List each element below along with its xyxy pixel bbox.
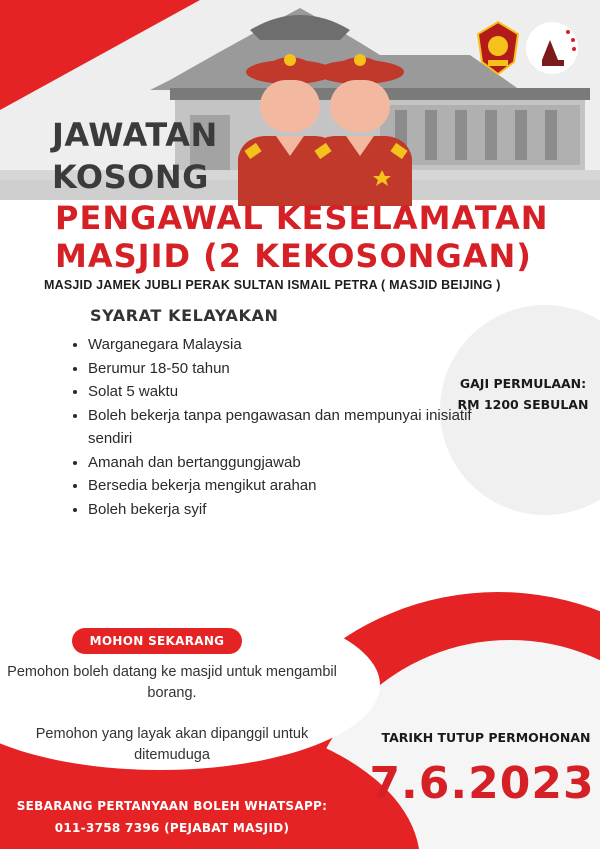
state-crest-icon (474, 20, 522, 80)
corner-accent (0, 0, 200, 110)
requirement-item: • Boleh bekerja syif (88, 498, 488, 522)
mosque-crescent-logo-icon (524, 18, 580, 82)
contact-label: SEBARANG PERTANYAAN BOLEH WHATSAPP: (16, 799, 328, 813)
position-title-line1: PENGAWAL KESELAMATAN (55, 199, 549, 237)
requirements-list (70, 333, 488, 521)
closing-date: 7.6.2023 (369, 758, 595, 809)
apply-note-collect-form: Pemohon boleh datang ke masjid untuk mengambil borang. (7, 664, 337, 701)
requirement-item: • Amanah dan bertanggungjawab (88, 451, 488, 475)
salary-label: GAJI PERMULAAN: (459, 376, 587, 391)
requirement-item: • Boleh bekerja tanpa pengawasan dan mempunyai inisiatif sendiri (88, 404, 488, 451)
position-title-line2: MASJID (2 KEKOSONGAN) (55, 237, 532, 275)
security-guards-illustration (232, 46, 422, 210)
contact-phone[interactable]: 011-3758 7396 (PEJABAT MASJID) (54, 821, 290, 835)
requirement-item: • Solat 5 waktu (88, 380, 488, 404)
apply-note-interview: Pemohon yang layak akan dipanggil untuk ditemuduga (35, 726, 309, 763)
requirement-item: • Warganegara Malaysia (88, 333, 488, 357)
closing-date-label: TARIKH TUTUP PERMOHONAN (381, 730, 591, 745)
title-jawatan: JAWATAN (52, 116, 218, 154)
requirement-item: • Berumur 18-50 tahun (88, 357, 488, 381)
apply-now-button[interactable]: MOHON SEKARANG (72, 628, 242, 654)
requirement-item: • Bersedia bekerja mengikut arahan (88, 474, 488, 498)
salary-amount: RM 1200 SEBULAN (457, 397, 589, 412)
title-kosong: KOSONG (52, 158, 209, 196)
mosque-name: MASJID JAMEK JUBLI PERAK SULTAN ISMAIL PETRA ( MASJID BEIJING ) (44, 278, 501, 292)
requirements-title: SYARAT KELAYAKAN (90, 306, 279, 325)
